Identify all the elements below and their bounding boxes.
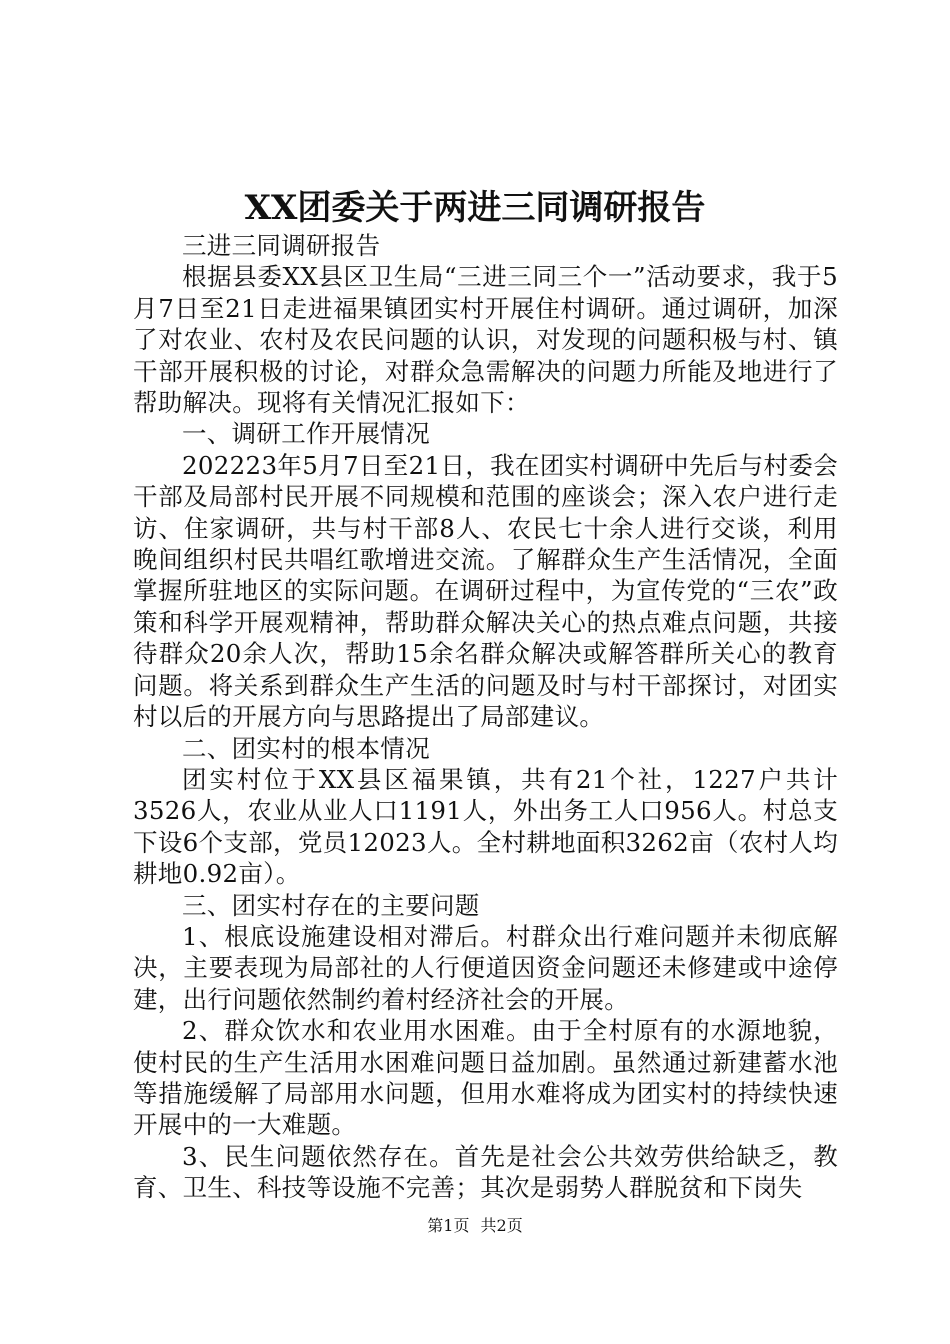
paragraph-section-1: 202223年5月7日至21日，我在团实村调研中先后与村委会干部及局部村民开展不同规模和范围的座谈会；深入农户进行走访、住家调研，共与村干部8人、农民七十余人进行交谈，利用晚间组织村民共唱红歌增进交流。了解群众生产生活情况，全面掌握所驻地区的实际问题。在调研过程中，为宣传党的“三农”政策和科学开展观精神，帮助群众解决关心的热点难点问题，共接待群众20余人次，帮助15余名群众解决或解答群所关心的教育问题。将关系到群众生产生活的问题及时与村干部探讨，对团实村以后的开展方向与思路提出了局部建议。 [133,450,838,732]
paragraph-section-2: 团实村位于XX县区福果镇，共有21个社，1227户共计3526人，农业从业人口1191人，外出务工人口956人。村总支下设6个支部，党员12023人。全村耕地面积3262亩（农村人均耕地0.92亩）。 [133,764,838,889]
document-body [133,230,838,1204]
paragraph-problem-1: 1、根底设施建设相对滞后。村群众出行难问题并未彻底解决，主要表现为局部社的人行便道因资金问题还未修建或中途停建，出行问题依然制约着村经济社会的开展。 [133,921,838,1014]
paragraph-subtitle: 三进三同调研报告 [182,231,381,260]
document-title: XX团委关于两进三同调研报告 [244,188,706,228]
page-number-current: 第1页 [427,1216,470,1235]
paragraph-problem-3: 3、民生问题依然存在。首先是社会公共效劳供给缺乏，教育、卫生、科技等设施不完善；其次是弱势人群脱贫和下岗失 [133,1141,838,1203]
paragraph-problem-2: 2、群众饮水和农业用水困难。由于全村原有的水源地貌，使村民的生产生活用水困难问题日益加剧。虽然通过新建蓄水池等措施缓解了局部用水问题，但用水难将成为团实村的持续快速开展中的一大难题。 [133,1016,838,1140]
section-heading-3: 三、团实村存在的主要问题 [182,890,480,920]
section-heading-2: 二、团实村的根本情况 [182,733,430,763]
paragraph-intro: 根据县委XX县区卫生局“三进三同三个一”活动要求，我于5月7日至21日走进福果镇团实村开展住村调研。通过调研，加深了对农业、农村及农民问题的认识，对发现的问题积极与村、镇干部开展积极的讨论，对群众急需解决的问题力所能及地进行了帮助解决。现将有关情况汇报如下： [133,262,838,418]
page-number-total: 共2页 [480,1216,523,1235]
section-heading-1: 一、调研工作开展情况 [182,419,430,449]
page-footer [0,1215,950,1237]
